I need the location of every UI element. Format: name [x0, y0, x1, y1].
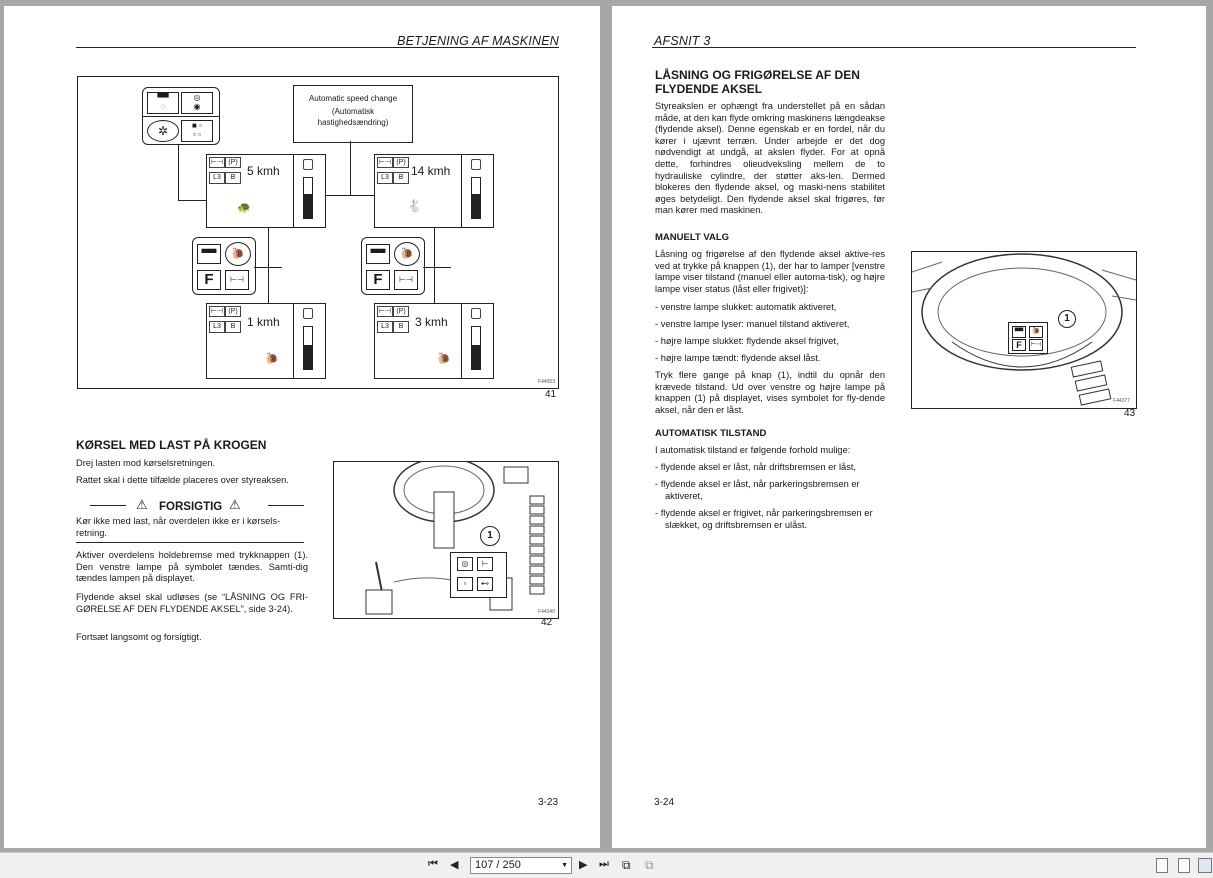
caution-rule [90, 505, 126, 506]
b-label: B [225, 321, 241, 333]
axle-lock-icon: ⊢⊣ [394, 270, 418, 290]
first-page-icon[interactable]: ⏮ [428, 858, 438, 870]
l3-label: L3 [209, 172, 225, 184]
callout-1: 1 [480, 526, 500, 546]
display-turtle [206, 154, 326, 228]
manual-list-item: - højre lampe slukket: flydende aksel frigivet, [655, 336, 839, 346]
display-snail-3 [374, 303, 494, 379]
brake-icon: (P) [393, 306, 409, 317]
forward-view-icon[interactable]: ⧉ [645, 858, 654, 872]
display-rabbit [374, 154, 494, 228]
manual-paragraph: Låsning og frigørelse af den flydende aksel aktive-res ved at trykke på knappen (1), der har to lamper [venstre lampe viser tilstand (manuel eller automa-tisk), og højre lampe viser status (låst eller frigivet)]: [655, 249, 885, 294]
mode-icon: ▫ [457, 577, 473, 591]
page-number-select[interactable] [470, 857, 572, 874]
display-divider [293, 155, 294, 227]
caption-box [293, 85, 413, 143]
axle-button-panel [1008, 322, 1048, 354]
speed-switch-panel [142, 87, 220, 145]
back-view-icon[interactable]: ⧉ [622, 858, 631, 872]
button-panel-detail [450, 552, 507, 598]
turtle-icon: 🐢 [237, 202, 251, 214]
header-rule [76, 47, 559, 48]
connector-line [268, 227, 269, 303]
fuel-gauge [303, 326, 313, 370]
subheading-manual: MANUELT VALG [655, 232, 730, 243]
manual-list-item: - venstre lampe slukket: automatik aktiveret, [655, 302, 837, 312]
b-label: B [393, 321, 409, 333]
figure-code: F44340 [538, 609, 555, 615]
figure-42-cab-illustration [333, 461, 559, 619]
speed-readout: 3 kmh [415, 315, 448, 329]
cab-drawing [334, 462, 558, 618]
gear-icon: ◎ ◉ [181, 92, 213, 114]
auto-list-item: - flydende aksel er låst, når driftsbremsen er låst, [655, 462, 857, 472]
caption-subtitle: (Automatisk hastighedsændring) [317, 107, 389, 127]
next-page-icon[interactable]: ▶ [579, 859, 588, 871]
connector-line [325, 195, 375, 196]
lock-icon: ■ ▫ ▫ ▫ [181, 120, 213, 142]
axle-icon: ⊢⊣ [378, 308, 392, 315]
section-heading: KØRSEL MED LAST PÅ KROGEN [76, 438, 267, 452]
last-page-icon[interactable]: ⏭ [599, 858, 609, 870]
rabbit-icon: 🐇 [407, 199, 422, 213]
callout-1: 1 [1058, 310, 1076, 328]
l3-label: L3 [209, 321, 225, 333]
caption-title: Automatic speed change [308, 94, 398, 103]
axle-icon: ⊢⊣ [378, 159, 392, 166]
single-page-view-icon[interactable] [1156, 858, 1168, 873]
mode-icon: ▀▀▀ [366, 244, 390, 264]
facing-pages-view-icon[interactable] [1198, 858, 1212, 873]
figure-41-speed-diagram [77, 76, 559, 389]
brake-hold-icon: ◎ [457, 557, 473, 571]
left-page [4, 6, 600, 848]
axle-icon: ⊢⊣ [210, 308, 224, 315]
auto-list-item: - flydende aksel er låst, når parkeringsbremsen er aktiveret, [655, 479, 860, 501]
snail-button-icon: 🐌 [1029, 326, 1043, 338]
viewer-toolbar [0, 852, 1213, 878]
speed-readout: 14 kmh [411, 164, 451, 178]
manual-list-item: - højre lampe tændt: flydende aksel låst. [655, 353, 821, 363]
caution-rule [268, 505, 304, 506]
continuous-view-icon[interactable] [1178, 858, 1190, 873]
connector-line [178, 145, 179, 201]
display-divider [293, 304, 294, 378]
warning-icon: ⚠ [136, 497, 148, 512]
connector-line [350, 141, 351, 195]
speed-readout: 1 kmh [247, 315, 280, 329]
figure-number: 42 [541, 617, 553, 628]
mode-icon: ▀▀ ◌ [147, 92, 179, 114]
fuel-icon [303, 308, 313, 319]
fuel-gauge [303, 177, 313, 219]
section-heading: LÅSNING OG FRIGØRELSE AF DEN FLYDENDE AKSEL [655, 68, 860, 96]
f-button: F [1012, 339, 1026, 351]
connector-line [254, 267, 282, 268]
b-label: B [225, 172, 241, 184]
fuel-icon [471, 308, 481, 319]
auto-list-item: - flydende aksel er frigivet, når parkeringsbremsen er slækket, og driftsbremsen er ulåst. [655, 508, 873, 530]
caution-text: Kør ikke med last, når overdelen ikke er i kørsels-retning. [76, 516, 281, 538]
page-number: 3-24 [654, 797, 675, 808]
prev-page-icon[interactable]: ◀ [450, 859, 459, 871]
l3-label: L3 [377, 321, 393, 333]
intro-paragraph: Styreakslen er ophængt fra understellet på en sådan måde, at den kan flyde omkring maskinens længdeakse (flydende aksel). Denne egenskab er en fordel, når du kører i ujævnt terræn. Under arbejde er det dog nødvendigt at undgå, at akslen flyder. For at opnå dette, forhindres olieudveksling mellem de to hydrauliske cylindre, der støtter aks-len. Dermed blokeres den flydende aksel, og maski-nens stabilitet øges betydeligt. Den flydende aksel skal frigøres, før man kører med maskinen. [655, 101, 885, 216]
fuel-gauge [471, 177, 481, 219]
paragraph: Rattet skal i dette tilfælde placeres over styreaksen. [76, 475, 289, 485]
figure-number: 41 [545, 389, 557, 400]
header-rule [652, 47, 1136, 48]
brake-icon: (P) [225, 306, 241, 317]
paragraph: Fortsæt langsomt og forsigtigt. [76, 632, 202, 642]
l3-label: L3 [377, 172, 393, 184]
f-button: F [197, 270, 221, 290]
chevron-down-icon: ▼ [561, 862, 568, 869]
connector-line [434, 227, 435, 303]
subheading-auto: AUTOMATISK TILSTAND [655, 428, 767, 439]
mode-icon: ▀▀▀ [197, 244, 221, 264]
snail-icon: 🐌 [265, 353, 279, 365]
caution-title: FORSIGTIG [159, 501, 223, 513]
display-divider [461, 155, 462, 227]
axle-lock-icon: ⊢⊣ [225, 270, 249, 290]
f-button: F [366, 270, 390, 290]
speed-readout: 5 kmh [247, 164, 280, 178]
swing-icon: ⊷ [477, 577, 493, 591]
figure-number: 43 [1124, 408, 1136, 419]
switch-panel-right [361, 237, 425, 295]
display-snail-1 [206, 303, 326, 379]
display-divider [461, 304, 462, 378]
figure-code: F44377 [1113, 398, 1130, 404]
brake-icon: (P) [225, 157, 241, 168]
snail-button-icon: 🐌 [394, 242, 420, 266]
paragraph: Aktiver overdelens holdebremse med trykknappen (1). Den venstre lampe på symbolet tændes. Samti-dig tændes lampen på displayet. [76, 550, 308, 584]
axle-icon: ⊢ [477, 557, 493, 571]
right-page [612, 6, 1206, 848]
connector-line [423, 267, 451, 268]
snail-button-icon: 🐌 [225, 242, 251, 266]
figure-43-steering-illustration [911, 251, 1137, 409]
warning-icon: ⚠ [229, 497, 241, 512]
panel-divider [143, 116, 219, 117]
page-header: BETJENING AF MASKINEN [397, 34, 559, 48]
connector-line [178, 200, 206, 201]
fuel-icon [471, 159, 481, 170]
b-label: B [393, 172, 409, 184]
auto-paragraph: I automatisk tilstand er følgende forhold mulige: [655, 445, 851, 455]
axle-lock-button: ⊢⊣ [1029, 339, 1043, 351]
fuel-gauge [471, 326, 481, 370]
fuel-icon [303, 159, 313, 170]
manual-paragraph-2: Tryk flere gange på knap (1), indtil du opnår den krævede tilstand. Ud over venstre og højre lampe på knappen (1) på displayet, vises symbolet for fly-dende aksel, når den er låst. [655, 370, 885, 415]
auto-speed-icon: ✲ [147, 120, 179, 142]
figure-code: F44053 [538, 379, 555, 385]
caution-rule-bottom [76, 542, 304, 543]
mode-icon: ▀▀ [1012, 326, 1026, 338]
paragraph: Flydende aksel skal udløses (se “LÅSNING OG FRI-GØRELSE AF DEN FLYDENDE AKSEL”, side 3-24). [76, 592, 308, 614]
page-header: AFSNIT 3 [654, 34, 711, 48]
page-number: 3-23 [538, 797, 559, 808]
axle-icon: ⊢⊣ [210, 159, 224, 166]
page-indicator: 107 / 250 [475, 859, 521, 871]
snail-icon: 🐌 [437, 353, 451, 365]
switch-panel-left [192, 237, 256, 295]
brake-icon: (P) [393, 157, 409, 168]
paragraph: Drej lasten mod kørselsretningen. [76, 458, 215, 468]
manual-list-item: - venstre lampe lyser: manuel tilstand aktiveret, [655, 319, 850, 329]
